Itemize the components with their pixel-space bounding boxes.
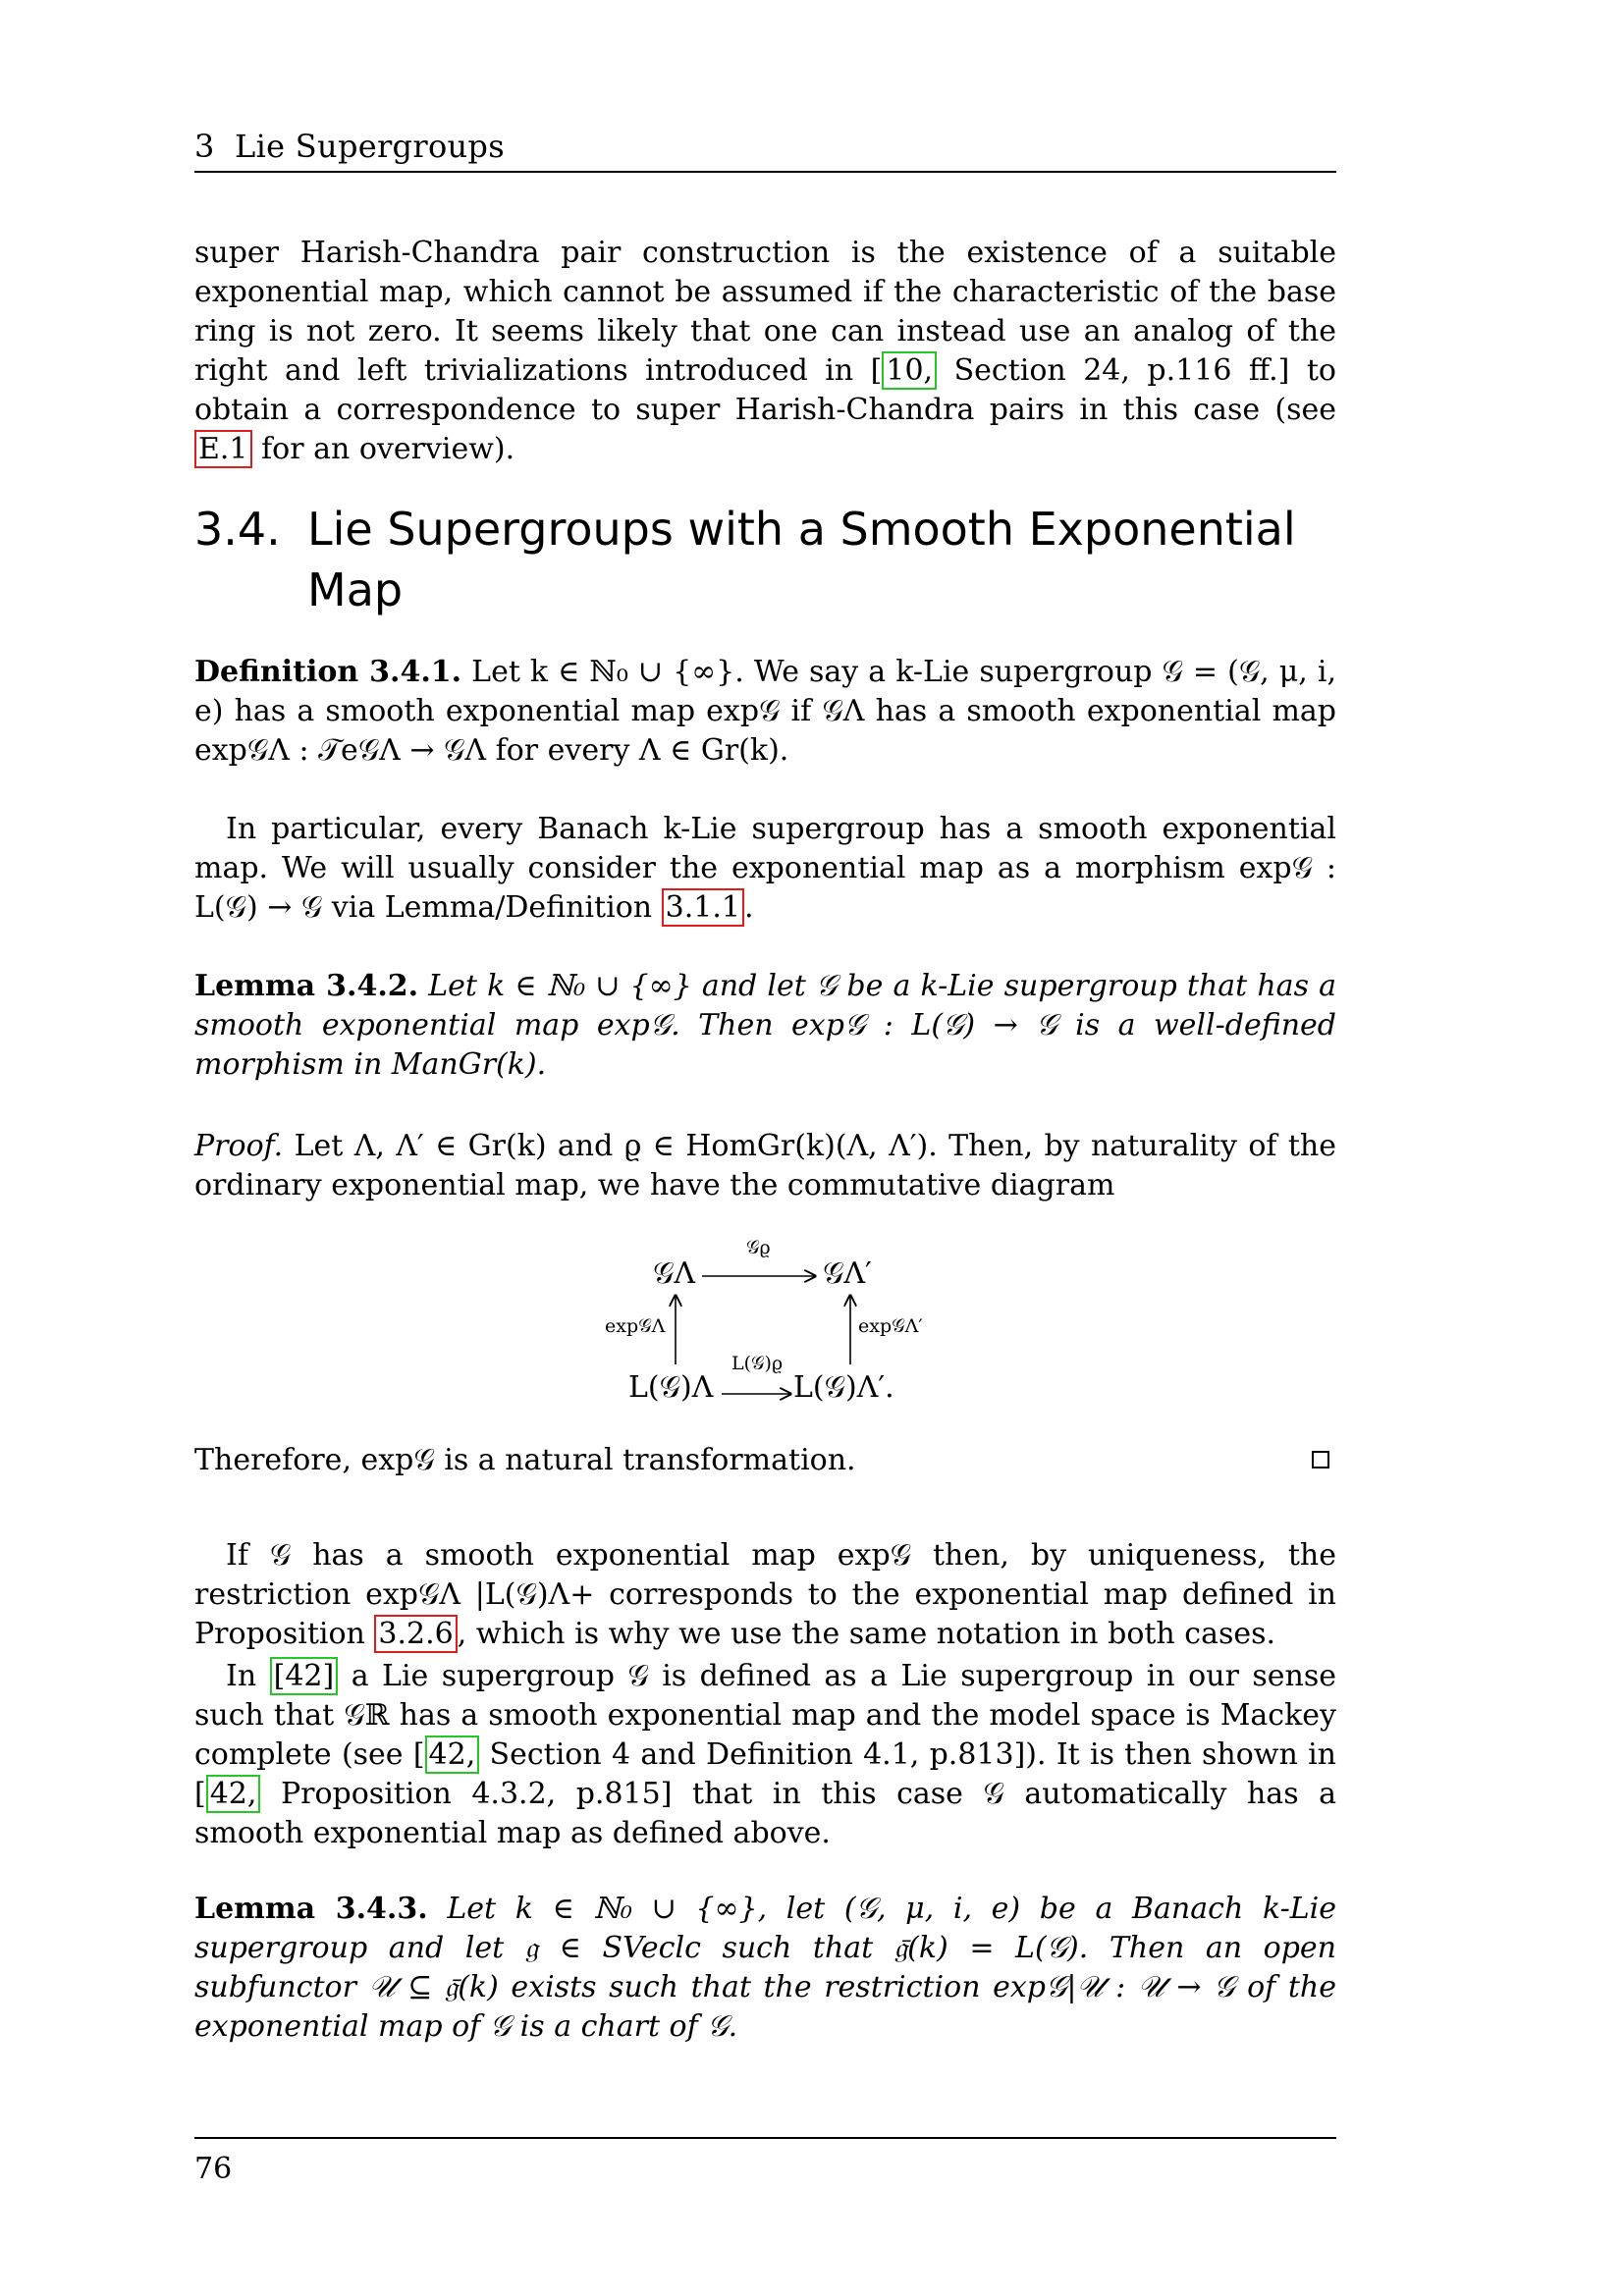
diagram-arrows <box>609 1237 933 1423</box>
para4-text-b: a Lie supergroup 𝒢 is defined as a Lie supergroup in our sense such that 𝒢ℝ has a smooth exponential map and the model space is Mackey complete (see [ <box>194 1659 1336 1772</box>
paragraph-4 <box>194 1657 1336 1853</box>
running-header <box>194 128 1336 173</box>
definition-text: Let k ∈ ℕ₀ ∪ {∞}. We say a k-Lie supergroup 𝒢 = (𝒢, μ, i, e) has a smooth exponential map exp𝒢 if 𝒢Λ has a smooth exponential map exp𝒢Λ : 𝒯e𝒢Λ → 𝒢Λ for every Λ ∈ Gr(k). <box>194 655 1336 768</box>
citation-link-10[interactable]: 10, <box>882 351 937 390</box>
footer-rule <box>194 2137 1336 2139</box>
paragraph-3 <box>194 1536 1336 1654</box>
definition-block <box>194 653 1336 771</box>
section-title-line1: Lie Supergroups with a Smooth Exponential <box>307 503 1296 556</box>
definition-label: Definition 3.4.1. <box>194 655 462 689</box>
commutative-diagram <box>605 1237 933 1423</box>
para3-text-b: , which is why we use the same notation in both cases. <box>457 1617 1276 1651</box>
proof-end <box>194 1441 1336 1480</box>
lemma-3-4-2 <box>194 967 1336 1085</box>
paragraph-2 <box>194 810 1336 928</box>
intro-text-c: for an overview). <box>251 432 515 466</box>
proof-text: Let Λ, Λ′ ∈ Gr(k) and ϱ ∈ HomGr(k)(Λ, Λ′). Then, by naturality of the ordinary exponential map, we have the commutative diagram <box>194 1129 1336 1202</box>
para4-text-a: In <box>226 1659 270 1693</box>
ref-link-3-2-6[interactable]: 3.2.6 <box>374 1615 457 1653</box>
section-number: 3.4. <box>194 503 281 556</box>
section-title-line2: Map <box>307 563 404 616</box>
para3-text-a: If 𝒢 has a smooth exponential map exp𝒢 then, by uniqueness, the restriction exp𝒢Λ |L(𝒢)Λ+ corresponds to the exponential map defined in Proposition <box>194 1538 1336 1651</box>
page-number: 76 <box>194 2152 233 2186</box>
diagram-node-bottom-left: L(𝒢)Λ <box>628 1370 714 1405</box>
para4-text-c: Section 4 and Definition 4.1, p.813]). It is then shown in [ <box>194 1737 1336 1811</box>
citation-link-42c[interactable]: 42, <box>206 1775 261 1813</box>
proof-end-text: Therefore, exp𝒢 is a natural transformation. <box>194 1443 856 1477</box>
proof-block <box>194 1127 1336 1205</box>
diagram-label-bottom-arrow: L(𝒢)ϱ <box>731 1353 784 1374</box>
diagram-node-top-right: 𝒢Λ′ <box>823 1256 872 1291</box>
proof-label: Proof. <box>194 1129 284 1163</box>
intro-paragraph <box>194 234 1336 469</box>
lemma1-text: Let k ∈ ℕ₀ ∪ {∞} and let 𝒢 be a k-Lie supergroup that has a smooth exponential map exp𝒢. Then exp𝒢 : L(𝒢) → 𝒢 is a well-defined morphism in ManGr(k). <box>194 969 1336 1082</box>
para4-text-d: Proposition 4.3.2, p.815] that in this case 𝒢 automatically has a smooth exponential map as defined above. <box>194 1777 1336 1850</box>
diagram-node-top-left: 𝒢Λ <box>653 1256 696 1291</box>
diagram-label-right-arrow: exp𝒢Λ′ <box>858 1315 923 1337</box>
ref-link-3-1-1[interactable]: 3.1.1 <box>662 888 744 927</box>
ref-link-e1[interactable]: E.1 <box>194 430 252 468</box>
intro-text-a: super Harish-Chandra pair construction is the existence of a suitable exponential map, which cannot be assumed if the characteristic of the base ring is not zero. It seems likely that one can instead use an analog of the right and left trivializations introduced in [ <box>194 236 1336 388</box>
diagram-label-left-arrow: exp𝒢Λ <box>605 1315 666 1337</box>
citation-link-42a[interactable]: [42] <box>270 1657 339 1695</box>
citation-link-42b[interactable]: 42, <box>425 1735 480 1774</box>
section-heading <box>194 499 1336 620</box>
para2-text-b: . <box>743 890 754 925</box>
header-chapter-title: Lie Supergroups <box>235 128 505 165</box>
diagram-node-bottom-right: L(𝒢)Λ′. <box>793 1370 894 1405</box>
intro-text-b: Section 24, p.116 ff.] to obtain a correspondence to super Harish-Chandra pairs in this case (see <box>194 353 1336 427</box>
lemma2-text: Let k ∈ ℕ₀ ∪ {∞}, let (𝒢, μ, i, e) be a Banach k-Lie supergroup and let 𝔤 ∈ SVeclc such that 𝔤̄(k) = L(𝒢). Then an open subfunctor 𝒰 ⊆ 𝔤̄(k) exists such that the restriction exp𝒢|𝒰 : 𝒰 → 𝒢 of the exponential map of 𝒢 is a chart of 𝒢. <box>194 1892 1336 2044</box>
diagram-label-top-arrow: 𝒢ϱ <box>746 1237 771 1258</box>
lemma1-label: Lemma 3.4.2. <box>194 969 419 1003</box>
qed-symbol <box>1312 1451 1329 1468</box>
lemma2-label: Lemma 3.4.3. <box>194 1892 428 1926</box>
para2-text-a: In particular, every Banach k-Lie supergroup has a smooth exponential map. We will usually consider the exponential map as a morphism exp𝒢 : L(𝒢) → 𝒢 via Lemma/Definition <box>194 812 1336 925</box>
lemma-3-4-3 <box>194 1890 1336 2047</box>
header-chapter-number: 3 <box>194 128 215 165</box>
